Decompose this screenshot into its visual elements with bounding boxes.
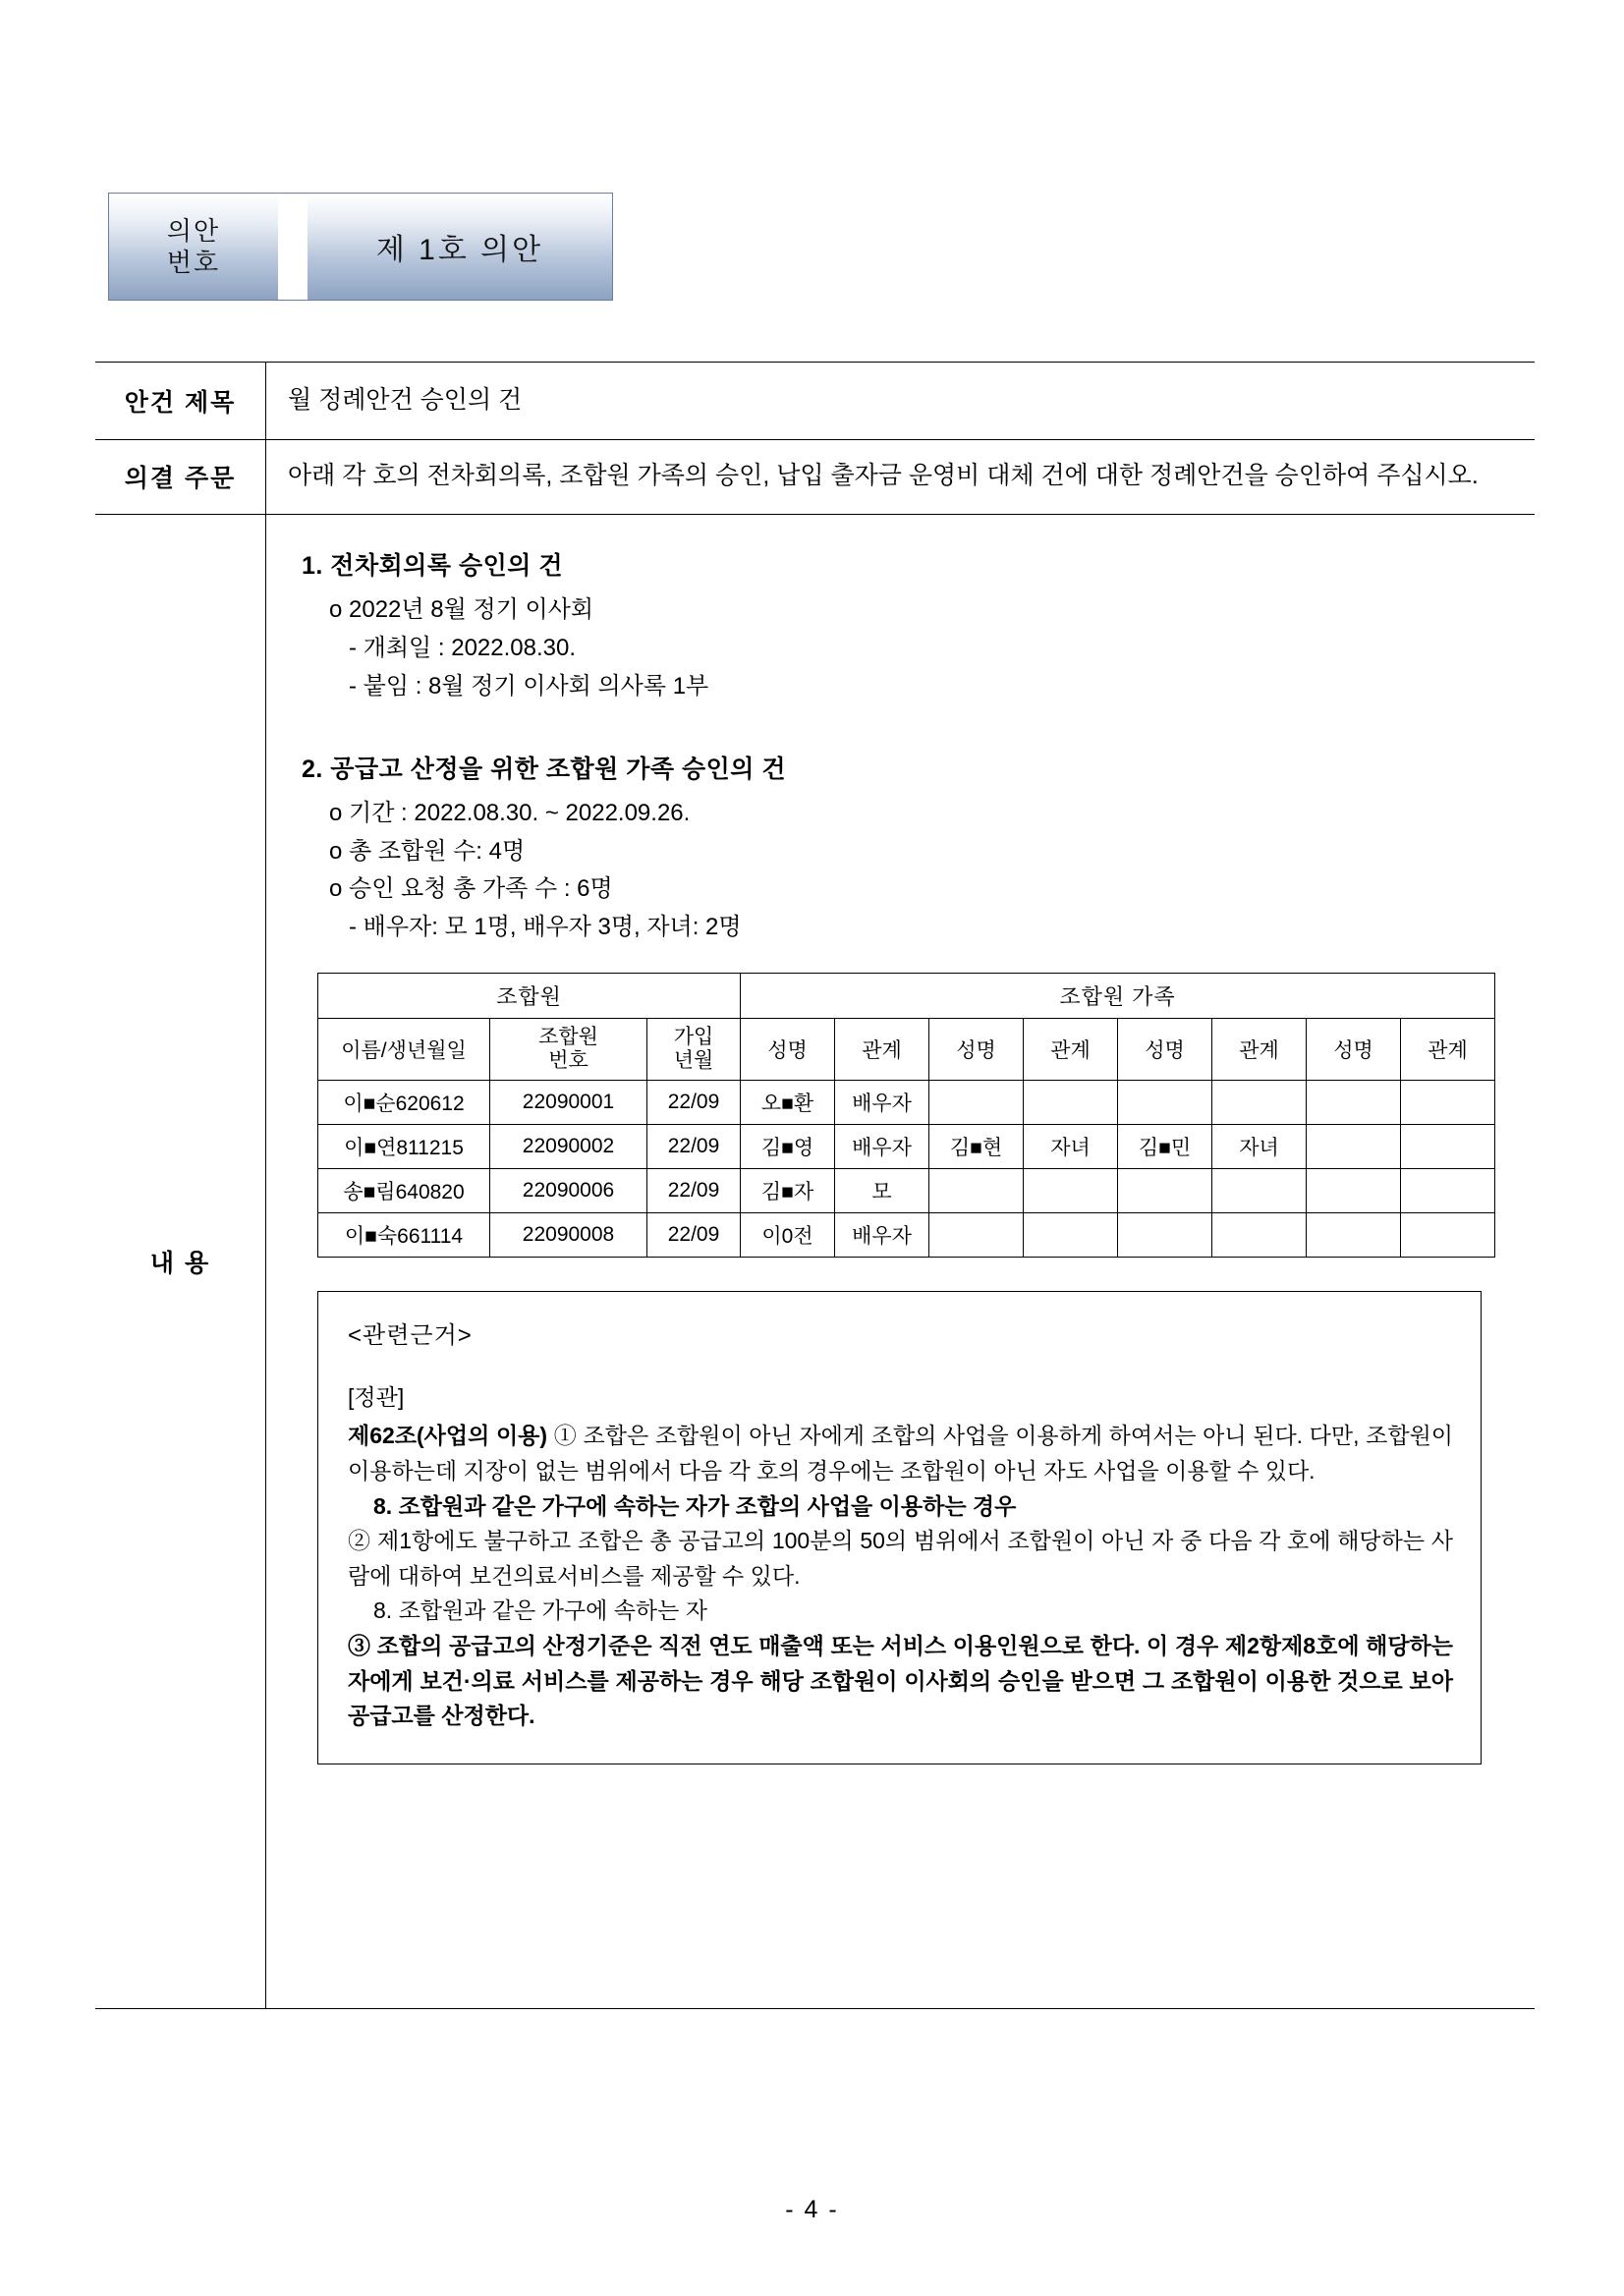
header-group-family: 조합원 가족: [741, 974, 1495, 1019]
reference-paragraph-1: [348, 1419, 1453, 1488]
cell-join: 22/09: [647, 1081, 741, 1125]
cell-family-name: 오■환: [741, 1081, 835, 1125]
cell-family-name: 김■민: [1118, 1125, 1212, 1169]
header-group-member: 조합원: [318, 974, 741, 1019]
cell-family-rel: [1024, 1169, 1118, 1213]
badge-label-line1: 의안: [166, 215, 221, 246]
section1-list: [329, 591, 1505, 706]
header-member-no: [490, 1019, 647, 1081]
cell-family-rel: [1401, 1213, 1495, 1258]
cell-name-birth: 이■연811215: [318, 1125, 490, 1169]
row-title-label: 안건 제목: [95, 363, 266, 439]
cell-join: 22/09: [647, 1213, 741, 1258]
row-title: [95, 363, 1535, 440]
header-family-rel-4: 관계: [1401, 1019, 1495, 1081]
table-row: [318, 1213, 1495, 1258]
reference-subheading: [정관]: [348, 1383, 405, 1410]
cell-family-rel: [1212, 1213, 1307, 1258]
row-title-value: 월 정례안건 승인의 건: [288, 386, 523, 414]
header-join-date: [647, 1019, 741, 1081]
header-member-no-line1: 조합원: [538, 1026, 598, 1049]
header-family-name-4: 성명: [1307, 1019, 1401, 1081]
cell-family-rel: 자녀: [1024, 1125, 1118, 1169]
table-header-row: [318, 1019, 1495, 1081]
reference-paragraph-3: ② 제1항에도 불구하고 조합은 총 공급고의 100분의 50의 범위에서 조합원이 아닌 자 중 다음 각 호에 해당하는 사람에 대하여 보건의료서비스를 제공할 수 있다.: [348, 1528, 1453, 1589]
cell-family-name: 김■현: [929, 1125, 1024, 1169]
table-row: [318, 1125, 1495, 1169]
reference-paragraph-1-text: ① 조합은 조합원이 아닌 자에게 조합의 사업을 이용하게 하여서는 아니 된다. 다만, 조합원이 이용하는데 지장이 없는 범위에서 다음 각 호의 경우에는 조합원이 아닌 자도 사업을 이용할 수 있다.: [348, 1423, 1454, 1484]
proposal-table: [95, 362, 1535, 2009]
header-family-name-2: 성명: [929, 1019, 1024, 1081]
row-resolution-label: 의결 주문: [95, 440, 266, 515]
cell-name-birth: 이■순620612: [318, 1081, 490, 1125]
cell-family-name: [1118, 1081, 1212, 1125]
cell-family-name: [1118, 1213, 1212, 1258]
cell-family-rel: 자녀: [1212, 1125, 1307, 1169]
cell-family-name: 김■영: [741, 1125, 835, 1169]
table-row: [318, 1081, 1495, 1125]
reference-article-title: 제62조(사업의 이용): [348, 1423, 548, 1449]
cell-family-rel: [1401, 1081, 1495, 1125]
section1-title: 1. 전차회의록 승인의 건: [302, 552, 564, 580]
reference-paragraph-5: ③ 조합의 공급고의 산정기준은 직전 연도 매출액 또는 서비스 이용인원으로 한다. 이 경우 제2항제8호에 해당하는 자에게 보건·의료 서비스를 제공하는 경우 해당 조합원이 이사회의 승인을 받으면 그 조합원이 이용한 것으로 보아 공급고를 산정한다.: [348, 1633, 1453, 1729]
cell-family-name: [929, 1081, 1024, 1125]
cell-member-no: 22090002: [490, 1125, 647, 1169]
cell-family-name: [1307, 1169, 1401, 1213]
cell-family-rel: 배우자: [835, 1213, 929, 1258]
header-join-line2: 년월: [673, 1049, 714, 1073]
section2-list: [329, 795, 1505, 948]
table-header-group-row: [318, 974, 1495, 1019]
page-number: - 4 -: [785, 2196, 839, 2223]
header-family-name-3: 성명: [1118, 1019, 1212, 1081]
badge-label-left: [108, 193, 278, 301]
header-member-no-line2: 번호: [548, 1049, 588, 1073]
cell-join: 22/09: [647, 1169, 741, 1213]
header-family-rel-2: 관계: [1024, 1019, 1118, 1081]
cell-family-rel: [1401, 1169, 1495, 1213]
row-resolution: [95, 440, 1535, 516]
reference-paragraph-2: 8. 조합원과 같은 가구에 속하는 자가 조합의 사업을 이용하는 경우: [373, 1492, 1017, 1519]
list-item: - 붙임 : 8월 정기 이사회 의사록 1부: [349, 672, 709, 700]
cell-name-birth: 송■림640820: [318, 1169, 490, 1213]
section2-title: 2. 공급고 산정을 위한 조합원 가족 승인의 건: [302, 755, 787, 783]
cell-family-rel: [1024, 1213, 1118, 1258]
cell-family-name: 이0전: [741, 1213, 835, 1258]
cell-family-rel: 모: [835, 1169, 929, 1213]
header-family-rel-1: 관계: [835, 1019, 929, 1081]
cell-family-name: [929, 1169, 1024, 1213]
badge-value: 제 1호 의안: [308, 193, 613, 301]
row-content: [95, 515, 1535, 2008]
cell-family-rel: 배우자: [835, 1125, 929, 1169]
reference-paragraph-4: 8. 조합원과 같은 가구에 속하는 자: [373, 1597, 707, 1624]
cell-join: 22/09: [647, 1125, 741, 1169]
cell-family-name: [929, 1213, 1024, 1258]
member-family-table: [317, 973, 1495, 1258]
reference-heading: <관련근거>: [348, 1322, 473, 1350]
cell-family-name: [1307, 1213, 1401, 1258]
list-item: - 개최일 : 2022.08.30.: [349, 634, 577, 661]
badge-label-line2: 번호: [166, 248, 221, 277]
header-family-name-1: 성명: [741, 1019, 835, 1081]
proposal-number-badge: [108, 193, 613, 301]
content-body: [266, 515, 1535, 2008]
header-name-birth: 이름/생년월일: [318, 1019, 490, 1081]
row-content-label: 내 용: [95, 515, 266, 2008]
header-family-rel-3: 관계: [1212, 1019, 1307, 1081]
cell-member-no: 22090006: [490, 1169, 647, 1213]
cell-family-rel: [1212, 1169, 1307, 1213]
cell-member-no: 22090001: [490, 1081, 647, 1125]
cell-family-name: 김■자: [741, 1169, 835, 1213]
cell-name-birth: 이■숙661114: [318, 1213, 490, 1258]
cell-family-rel: [1401, 1125, 1495, 1169]
list-item: o 2022년 8월 정기 이사회: [329, 596, 594, 623]
reference-box: [317, 1291, 1482, 1764]
list-item: - 배우자: 모 1명, 배우자 3명, 자녀: 2명: [349, 914, 742, 941]
row-resolution-value: 아래 각 호의 전차회의록, 조합원 가족의 승인, 납입 출자금 운영비 대체 건에 대한 정례안건을 승인하여 주십시오.: [288, 461, 1479, 489]
cell-family-rel: [1024, 1081, 1118, 1125]
cell-family-rel: 배우자: [835, 1081, 929, 1125]
list-item: o 총 조합원 수: 4명: [329, 837, 526, 865]
cell-family-name: [1118, 1169, 1212, 1213]
cell-family-name: [1307, 1081, 1401, 1125]
table-row: [318, 1169, 1495, 1213]
list-item: o 승인 요청 총 가족 수 : 6명: [329, 875, 613, 903]
badge-gap: [278, 193, 308, 301]
cell-family-rel: [1212, 1081, 1307, 1125]
cell-member-no: 22090008: [490, 1213, 647, 1258]
header-join-line1: 가입: [673, 1026, 714, 1049]
list-item: o 기간 : 2022.08.30. ~ 2022.09.26.: [329, 799, 691, 826]
cell-family-name: [1307, 1125, 1401, 1169]
